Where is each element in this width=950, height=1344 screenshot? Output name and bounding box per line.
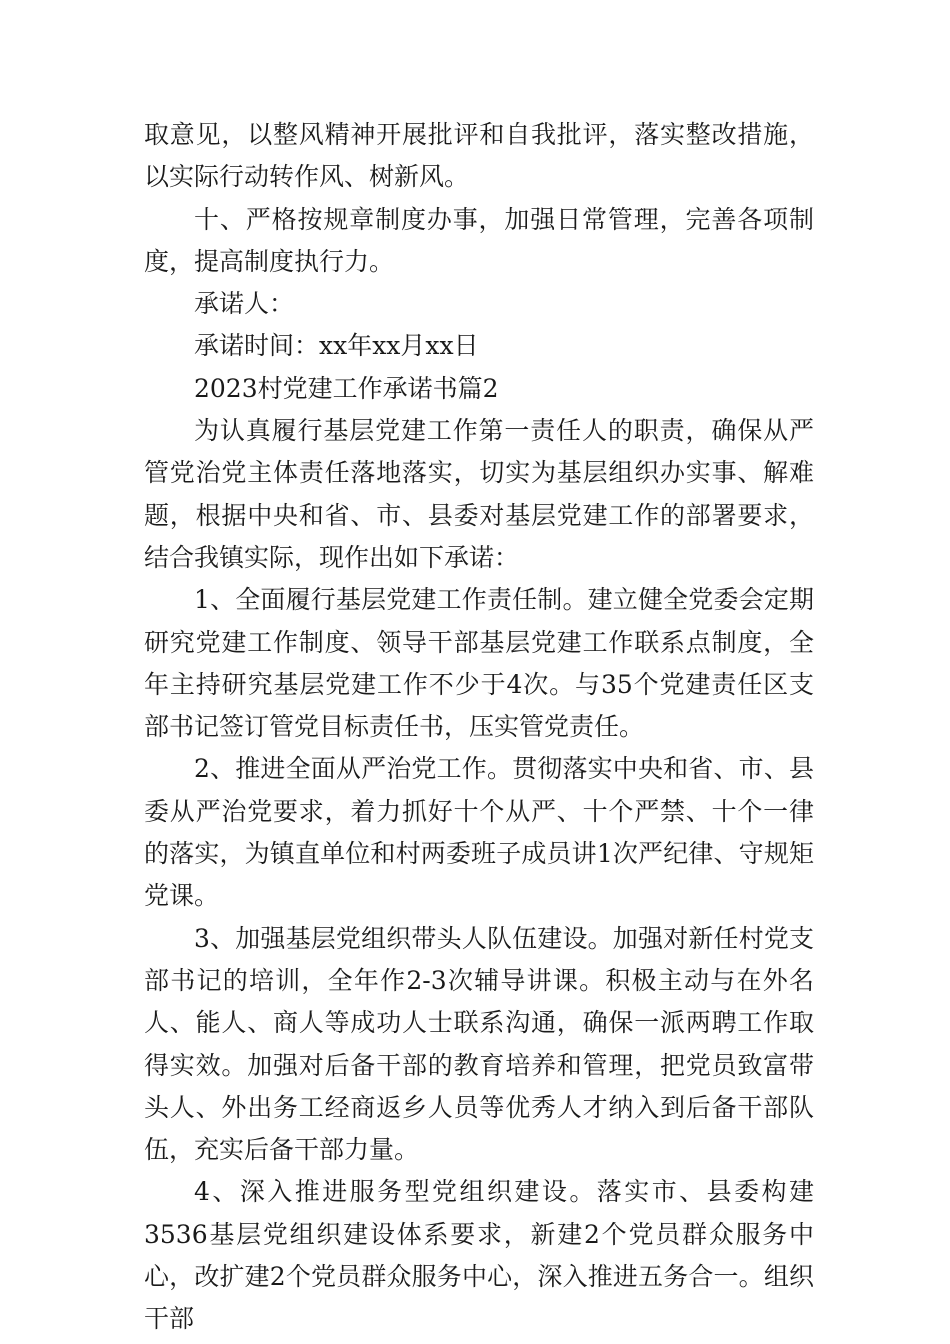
promise-date-line: 承诺时间：xx年xx月xx日	[194, 331, 479, 361]
paragraph-continuation: 取意见，以整风精神开展批评和自我批评，落实整改措施，以实际行动转作风、树新风。	[144, 120, 814, 192]
paragraph-item-2: 2、推进全面从严治党工作。贯彻落实中央和省、市、县委从严治党要求，着力抓好十个从严、十个严禁、十个一律的落实，为镇直单位和村两委班子成员讲1次严纪律、守规矩党课。	[144, 754, 814, 911]
paragraph-item-1: 1、全面履行基层党建工作责任制。建立健全党委会定期研究党建工作制度、领导干部基层党建工作联系点制度，全年主持研究基层党建工作不少于4次。与35个党建责任区支部书记签订管党目标责任书，压实管党责任。	[144, 585, 814, 742]
promiser-line: 承诺人：	[194, 289, 295, 319]
paragraph-item-ten: 十、严格按规章制度办事，加强日常管理，完善各项制度，提高制度执行力。	[144, 204, 814, 276]
paragraph-intro: 为认真履行基层党建工作第一责任人的职责，确保从严管党治党主体责任落地落实，切实为基层组织办实事、解难题，根据中央和省、市、县委对基层党建工作的部署要求，结合我镇实际，现作出如下承诺：	[144, 416, 814, 572]
paragraph-item-3: 3、加强基层党组织带头人队伍建设。加强对新任村党支部书记的培训，全年作2-3次辅导讲课。积极主动与在外名人、能人、商人等成功人士联系沟通，确保一派两聘工作取得实效。加强对后备干部的教育培养和管理，把党员致富带头人、外出务工经商返乡人员等优秀人才纳入到后备干部队伍，充实后备干部力量。	[144, 923, 814, 1165]
section-heading: 2023村党建工作承诺书篇2	[194, 373, 499, 403]
paragraph-item-4: 4、深入推进服务型党组织建设。落实市、县委构建3536基层党组织建设体系要求，新建2个党员群众服务中心，改扩建2个党员群众服务中心，深入推进五务合一。组织干部	[144, 1177, 814, 1334]
document-body	[144, 114, 814, 1341]
